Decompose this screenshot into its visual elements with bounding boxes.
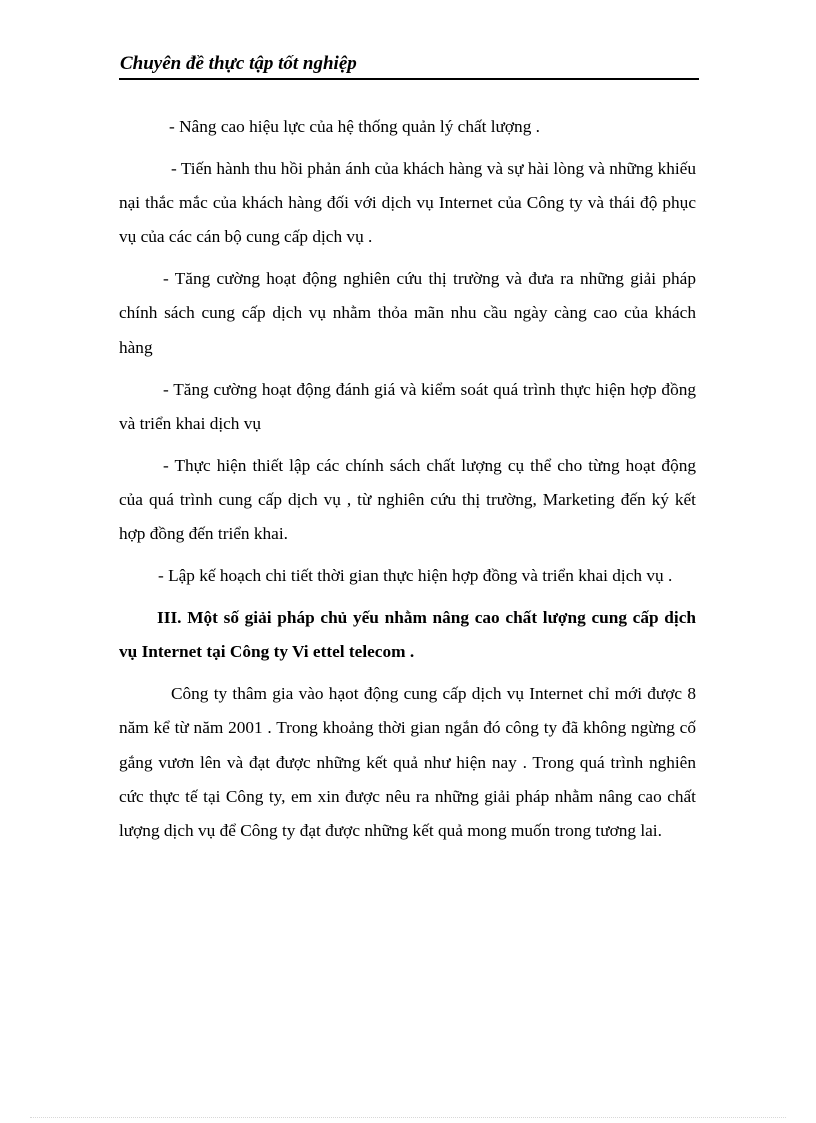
document-body <box>119 110 696 856</box>
header-title: Chuyên đề thực tập tốt nghiệp <box>120 53 357 74</box>
bullet-paragraph: - Tăng cường hoạt động nghiên cứu thị trường và đưa ra những giải pháp chính sách cung cấp dịch vụ nhằm thỏa mãn nhu cầu ngày càng cao của khách hàng <box>119 269 696 357</box>
bullet-paragraph: - Thực hiện thiết lập các chính sách chất lượng cụ thể cho từng hoạt động của quá trình cung cấp dịch vụ , từ nghiên cứu thị trường, Marketing đến ký kết hợp đồng đến triển khai. <box>119 455 696 544</box>
bullet-paragraph: - Tiến hành thu hồi phản ánh của khách hàng và sự hài lòng và những khiếu nại thắc mắc của khách hàng đối với dịch vụ Internet của Công ty và thái độ phục vụ của các cán bộ cung cấp dịch vụ . <box>119 158 696 247</box>
section-heading: III. Một số giải pháp chủ yếu nhằm nâng cao chất lượng cung cấp dịch vụ Internet tại Công ty Vi ettel telecom . <box>119 607 696 662</box>
bullet-paragraph: - Tăng cường hoạt động đánh giá và kiểm soát quá trình thực hiện hợp đồng và triển khai dịch vụ <box>119 379 696 433</box>
closing-paragraph: Công ty thâm gia vào hạot động cung cấp dịch vụ Internet chỉ mới được 8 năm kể từ năm 2001 . Trong khoảng thời gian ngắn đó công ty đã không ngừng cố gắng vươn lên và đạt được những kết quả như hiện nay . Trong quá trình nghiên cức thực tế tại Công ty, em xin được nêu ra những giải pháp nhằm nâng cao chất lượng dịch vụ để Công ty đạt được những kết quả mong muốn trong tương lai. <box>119 683 696 841</box>
page-bottom-rule <box>30 1117 786 1118</box>
bullet-paragraph: - Nâng cao hiệu lực của hệ thống quản lý chất lượng . <box>169 117 540 136</box>
bullet-paragraph: - Lập kế hoạch chi tiết thời gian thực hiện hợp đồng và triển khai dịch vụ . <box>158 566 673 586</box>
page-header <box>119 52 699 80</box>
